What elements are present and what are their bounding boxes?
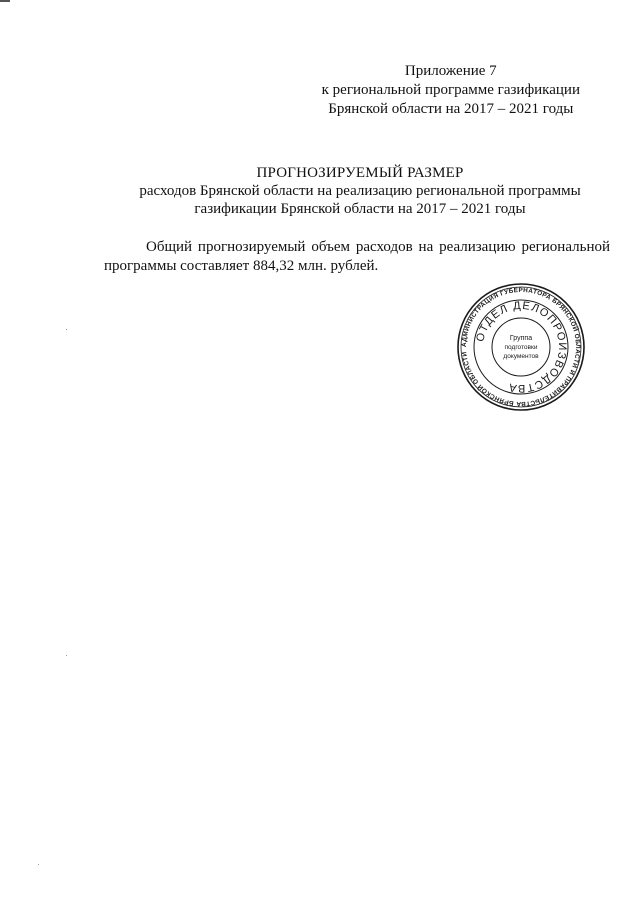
scan-speck [38,864,39,865]
title-heading: ПРОГНОЗИРУЕМЫЙ РАЗМЕР [256,165,464,181]
annex-number: Приложение 7 [404,63,497,79]
title-subtitle-line-2: газификации Брянской области на 2017 – 2021 годы [194,201,526,217]
stamp-center-line-1: Группа [509,335,533,342]
annex-header [322,62,580,119]
scan-artifact [0,0,10,2]
annex-program-line: к региональной программе газификации [321,82,580,98]
scan-speck [66,329,67,330]
title-subtitle-line-1: расходов Брянской области на реализацию региональной программы [139,183,581,199]
document-title [90,164,630,218]
stamp-inner-text: ОТДЕЛ ДЕЛОПРОИЗВОДСТВА [474,299,569,395]
stamp-outer-text: АДМИНИСТРАЦИЯ ГУБЕРНАТОРА БРЯНСКОЙ ОБЛАСТИ И ПРАВИТЕЛЬСТВА БРЯНСКОЙ ОБЛАСТИ [460,286,582,408]
stamp-seal [456,282,586,412]
official-stamp [456,282,586,412]
annex-period-line: Брянской области на 2017 – 2021 годы [328,101,574,117]
body-paragraph: Общий прогнозируемый объем расходов на реализацию региональной программы составляет 884,32 млн. рублей. [104,239,610,274]
stamp-center-line-2: подготовки [504,344,538,351]
scan-speck [66,655,67,656]
stamp-center-line-3: документов [503,353,539,360]
